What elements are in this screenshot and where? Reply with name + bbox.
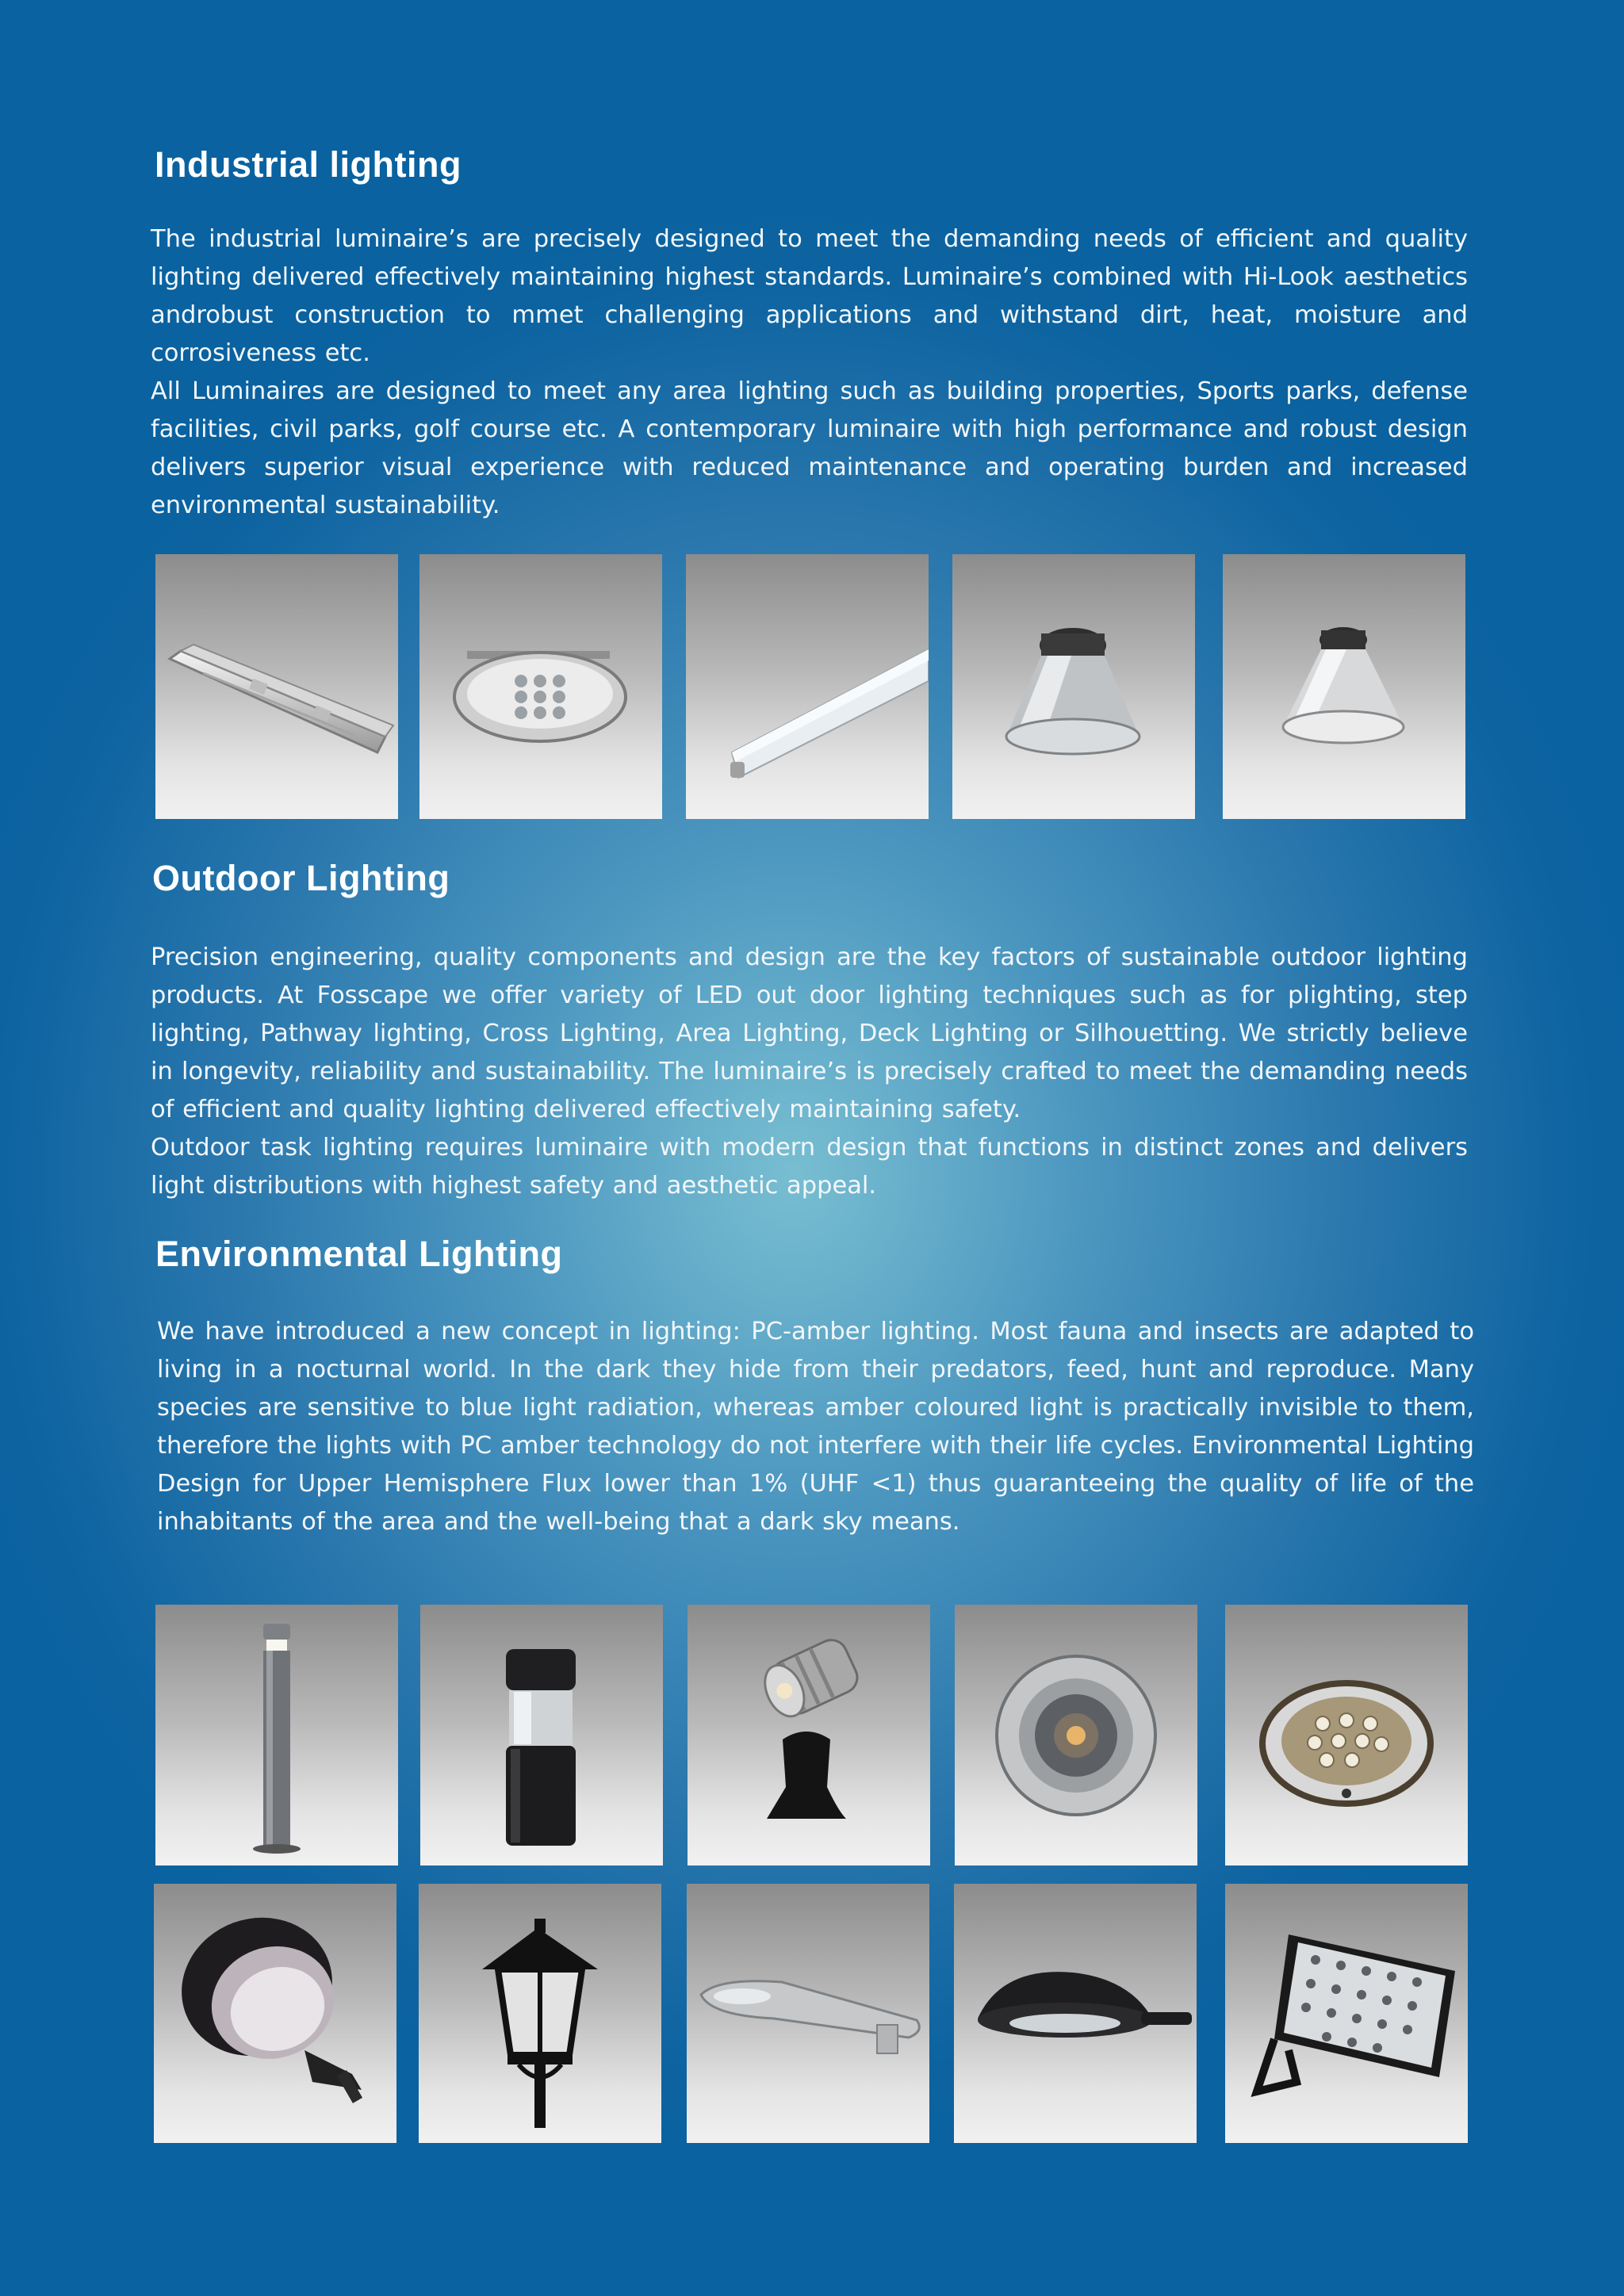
linear-batten-luminaire-image xyxy=(155,554,398,819)
outdoor-lighting-title: Outdoor Lighting xyxy=(152,858,450,898)
industrial-lighting-title: Industrial lighting xyxy=(155,144,462,185)
environmental-lighting-title: Environmental Lighting xyxy=(155,1234,563,1274)
linear-tube-luminaire-image xyxy=(686,554,929,819)
round-recessed-deck-light-icon xyxy=(1225,1605,1468,1866)
bollard-pole-light-icon xyxy=(155,1605,398,1866)
spike-spotlight-image xyxy=(688,1605,930,1866)
environmental-paragraph: We have introduced a new concept in lighting: PC-amber lighting. Most fauna and insects are adapted to living in a nocturnal world. In the dark they hide from their predators, feed, hunt and reproduce. Many species are sensitive to blue light radiation, whereas amber coloured light is practically invisible to them, therefore the lights with PC amber technology do not interfere with their life cycles. Environmental Lighting Design for Upper Hemisphere Flux lower than 1% (UHF <1) thus guaranteeing the quality of life of the inhabitants of the area and the well-being that a dark sky means. xyxy=(157,1318,1474,1536)
inground-uplight-image xyxy=(955,1605,1197,1866)
highbay-aluminium-reflector-icon xyxy=(952,554,1195,819)
round-floodlight-icon xyxy=(154,1884,396,2143)
highbay-acrylic-reflector-image xyxy=(1223,554,1465,819)
highbay-acrylic-reflector-icon xyxy=(1223,554,1465,819)
round-floodlight-image xyxy=(154,1884,396,2143)
industrial-paragraph-2: All Luminaires are designed to meet any area lighting such as building properties, Sports parks, defense facilities, civil parks, golf course etc. A contemporary luminaire with high performance and robust design delivers superior visual experience with reduced maintenance and operating burden and increased environmental sustainability. xyxy=(151,377,1468,519)
round-recessed-deck-light-image xyxy=(1225,1605,1468,1866)
dome-area-light-image xyxy=(954,1884,1197,2143)
cylinder-bollard-light-icon xyxy=(420,1605,663,1866)
inground-uplight-icon xyxy=(955,1605,1197,1866)
lantern-post-top-image xyxy=(419,1884,661,2143)
industrial-paragraph-1: The industrial luminaire’s are precisely designed to meet the demanding needs of efficient and quality lighting delivered effectively maintaining highest standards. Luminaire’s combined with Hi-Look aesthetics androbust construction to mmet challenging applications and withstand dirt, heat, moisture and corrosiveness etc. xyxy=(151,225,1468,367)
round-led-panel-luminaire-icon xyxy=(419,554,662,819)
round-led-panel-luminaire-image xyxy=(419,554,662,819)
street-light-image xyxy=(687,1884,929,2143)
linear-tube-luminaire-icon xyxy=(686,554,929,819)
street-light-icon xyxy=(687,1884,929,2143)
led-floodlight-image xyxy=(1225,1884,1468,2143)
highbay-aluminium-reflector-image xyxy=(952,554,1195,819)
spike-spotlight-icon xyxy=(688,1605,930,1866)
outdoor-paragraph-2: Outdoor task lighting requires luminaire with modern design that functions in distinct zones and delivers light distributions with highest safety and aesthetic appeal. xyxy=(151,1134,1468,1200)
lantern-post-top-icon xyxy=(419,1884,661,2143)
led-floodlight-icon xyxy=(1225,1884,1468,2143)
dome-area-light-icon xyxy=(954,1884,1197,2143)
bollard-pole-light-image xyxy=(155,1605,398,1866)
outdoor-paragraph-1: Precision engineering, quality components and design are the key factors of sustainable outdoor lighting products. At Fosscape we offer variety of LED out door lighting techniques such as for plighting, step lighting, Pathway lighting, Cross Lighting, Area Lighting, Deck Lighting or Silhouetting. We strictly believe in longevity, reliability and sustainability. The luminaire’s is precisely crafted to meet the demanding needs of efficient and quality lighting delivered effectively maintaining safety. xyxy=(151,943,1468,1123)
cylinder-bollard-light-image xyxy=(420,1605,663,1866)
linear-batten-luminaire-icon xyxy=(155,554,398,819)
